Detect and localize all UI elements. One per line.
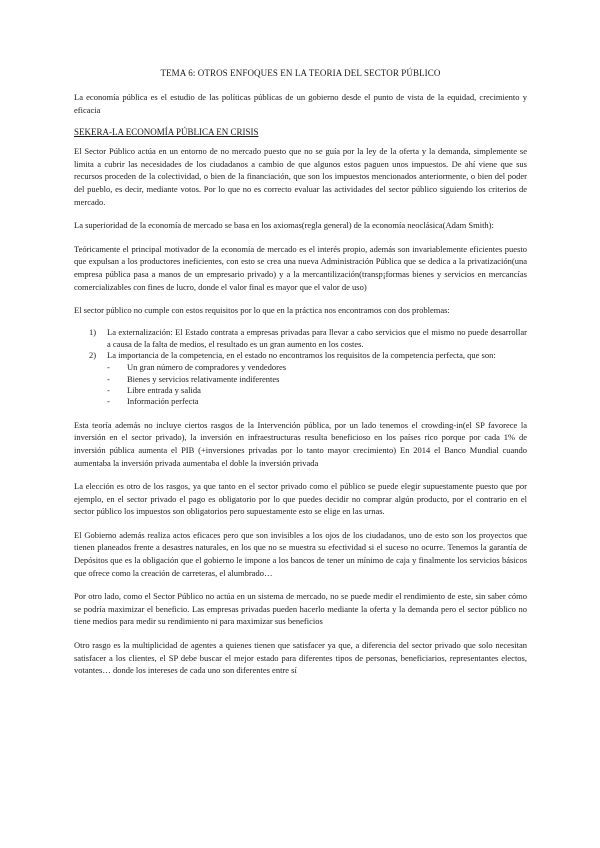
list-item-text: Información perfecta <box>127 396 199 407</box>
paragraph-crowding-in: Esta teoría además no incluye ciertos rasgos de la Intervención pública, por un lado tenemos el crowding-in(el SP favorece la inversión en el sector privado), la inversión en infraestructuras resulta beneficioso en los países rico porque por cada 1% de inversión pública aumenta el PIB (+inversiones privadas por lo tanto mayor crecimiento) En 2014 el Banco Mundial cuando aumentaba la inversión privada aumentaba el doble la inversión privada <box>74 419 527 468</box>
list-item <box>107 362 527 373</box>
paragraph-multiplicidad: Otro rasgo es la multiplicidad de agentes a quienes tienen que satisfacer ya que, a diferencia del sector privado que solo necesitan satisfacer a los clientes, el SP debe buscar el mejor estado para diferentes tipos de personas, beneficiarios, representantes electos, votantes… donde los intereses de cada uno son diferentes entre sí <box>74 640 527 676</box>
list-item-text: Libre entrada y salida <box>127 384 201 395</box>
list-item-text: Un gran número de compradores y vendedores <box>127 362 287 373</box>
paragraph-gobierno: El Gobierno además realiza actos eficaces pero que son invisibles a los ojos de los ciudadanos, uno de esto son los proyectos que tienen planeados frente a desastres naturales, en los que no se muestra su efectividad si el suceso no ocurre. Tenemos la garantía de Depósitos que es la obligación que el gobierno le impone a los bancos de tener un mínimo de caja y finalmente los servicios básicos que ofrece como la creación de carreteras, el alumbrado… <box>74 529 527 578</box>
paragraph-superioridad: La superioridad de la economía de mercado se basa en los axiomas(regla general) de la economía neoclásica(Adam Smith): <box>74 220 494 231</box>
paragraph-rendimiento: Por otro lado, como el Sector Público no actúa en un sistema de mercado, no se puede medir el rendimiento de este, sin saber cómo se podría maximizar el beneficio. Las empresas privadas pueden hacerlo mediante la oferta y la demanda pero el sector público no tiene medios para medir su rendimiento ni para maximizar sus beneficios <box>74 591 527 627</box>
problems-list <box>74 327 527 408</box>
dash-bullet: - <box>107 373 110 384</box>
list-item <box>74 350 527 407</box>
paragraph-sector-publico: El Sector Público actúa en un entorno de no mercado puesto que no se guía por la ley de la oferta y la demanda, simplemente se limita a cubrir las necesidades de los ciudadanos a cambio de que algunos estos paguen unos impuestos. De ahí viene que sus recursos proceden de la colectividad, o bien de la financiación, que son los impuestos mencionados anteriormente, o bien del poder del pueblo, es decir, mediante votos. Por lo que no es correcto evaluar las actividades del sector público siguiendo los criterios de mercado. <box>74 146 527 207</box>
page-title: TEMA 6: OTROS ENFOQUES EN LA TEORIA DEL SECTOR PÚBLICO <box>160 68 441 78</box>
list-item <box>107 396 527 407</box>
section-heading: SEKERA-LA ECONOMÍA PÚBLICA EN CRISIS <box>74 127 259 138</box>
paragraph-requisitos: El sector público no cumple con estos requisitos por lo que en la práctica nos encontramos con dos problemas: <box>74 305 450 316</box>
dash-bullet: - <box>107 396 110 407</box>
dash-bullet: - <box>107 384 110 395</box>
paragraph-eleccion: La elección es otro de los rasgos, ya que tanto en el sector privado como el público se puede elegir supuestamente puesto que por ejemplo, en el sector privado el pago es obligatorio por lo que puedes decidir no comprar algún producto, por el contrario en el sector público los impuestos son obligatorios pero supuestamente esto se elige en las urnas. <box>74 481 527 517</box>
document-page <box>74 68 527 677</box>
list-number: 2) <box>89 350 97 361</box>
paragraph-teoricamente: Teóricamente el principal motivador de la economía de mercado es el interés propio, además son invariablemente eficientes puesto que expulsan a los productores ineficientes, con esto se crea una nueva Administración Pública que se dedica a la privatización(una empresa pública pasa a manos de un empresario privado) y a la mercantilización(transp¡formas bienes y servicios en mercancías comercializables con fines de lucro, donde el valor final es mayor que el valor de uso) <box>74 243 527 292</box>
list-item <box>107 385 527 396</box>
list-item <box>74 327 527 351</box>
list-item-text: Bienes y servicios relativamente indiferentes <box>127 373 280 384</box>
intro-paragraph: La economía pública es el estudio de las políticas públicas de un gobierno desde el punto de vista de la equidad, crecimiento y eficacia <box>74 92 527 115</box>
list-item-text: La externalización: El Estado contrata a empresas privadas para llevar a cabo servicios que el mismo no puede desarrollar a causa de la falta de medios, el resultado es un gran aumento en los costes. <box>107 326 527 349</box>
list-item <box>107 374 527 385</box>
dash-bullet: - <box>107 362 110 373</box>
list-item-text: La importancia de la competencia, en el estado no encontramos los requisitos de la competencia perfecta, que son: <box>107 350 496 361</box>
list-number: 1) <box>89 326 97 337</box>
competition-requirements-list <box>107 362 527 408</box>
